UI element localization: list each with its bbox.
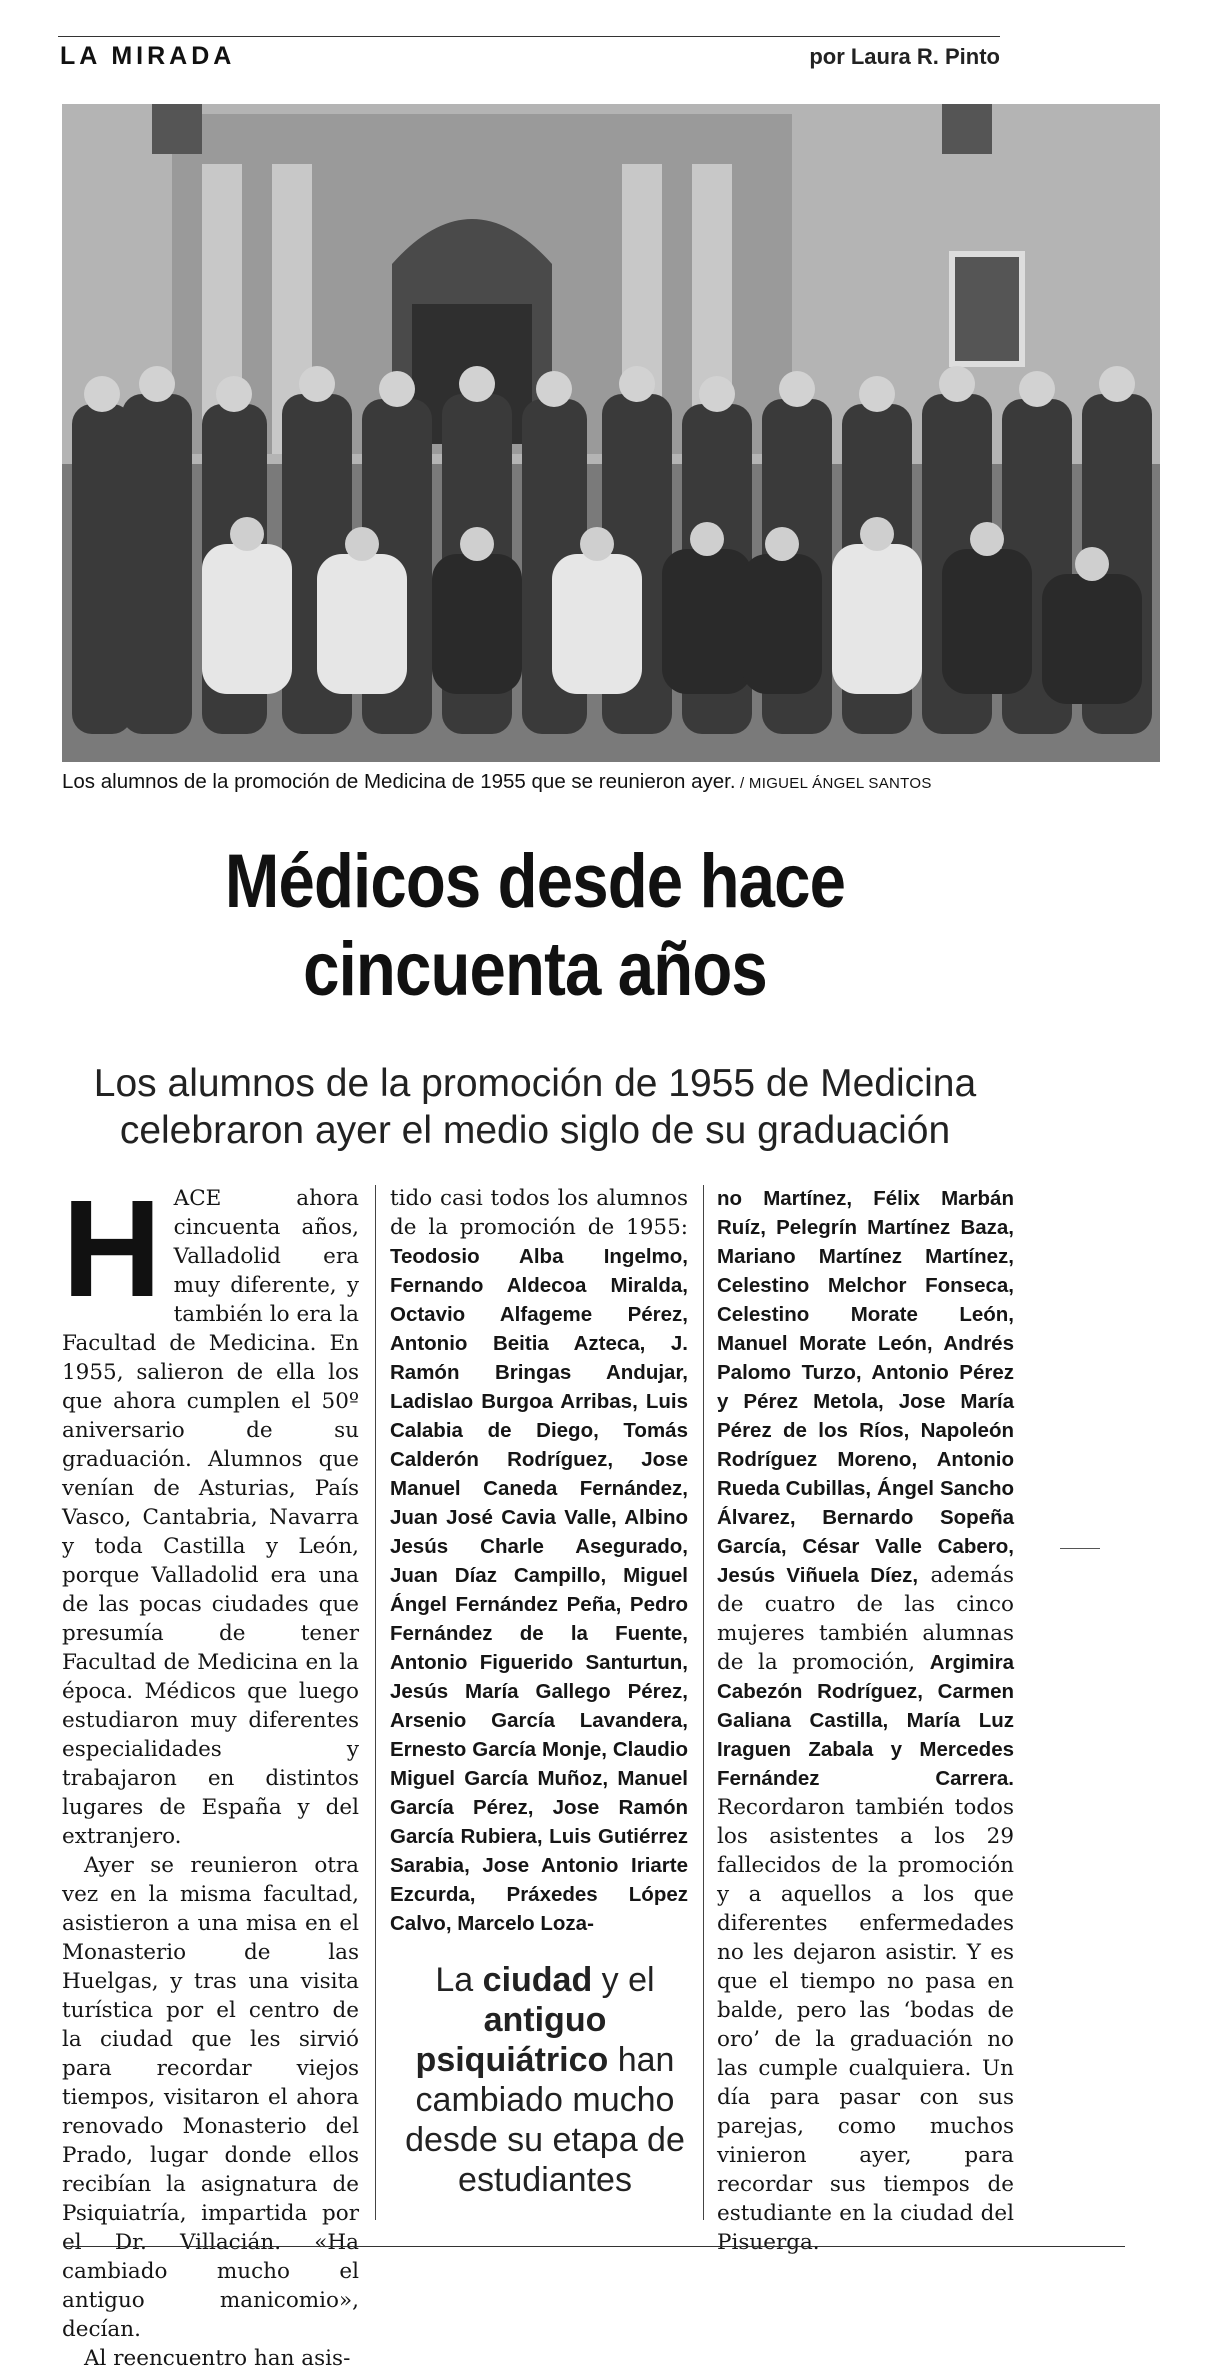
photo-credit: / MIGUEL ÁNGEL SANTOS [735, 775, 932, 792]
caption-text: Los alumnos de la promoción de Medicina de 1955 que se reunieron ayer. [62, 770, 736, 793]
photo-caption [62, 770, 1162, 794]
margin-dash [1060, 1548, 1100, 1549]
column-1-paragraph-3: Al reencuentro han asis- [84, 2346, 351, 2371]
byline: por Laura R. Pinto [809, 44, 1000, 69]
bottom-rule [65, 2246, 1125, 2247]
pull-quote [400, 1960, 690, 2200]
top-rule [58, 36, 1000, 37]
column-2 [390, 1184, 688, 1938]
alumni-names-list-2: no Martínez, Félix Marbán Ruíz, Pelegrín Martínez Baza, Mariano Martínez Martínez, Celestino Melchor Fonseca, Celestino Morate León, Manuel Morate León, Andrés Palomo Turzo, Antonio Pérez y Pérez Metola, Jose María Pérez de los Ríos, Napoleón Rodríguez Moreno, Antonio Rueda Cubillas, Ángel Sancho Álvarez, Bernardo Sopeña García, César Valle Cabero, Jesús Viñuela Díez, [717, 1187, 1014, 1587]
section-label: LA MIRADA [60, 42, 236, 70]
headline [161, 838, 909, 1014]
column-3 [717, 1184, 1014, 2257]
column-3-text-2: Recordaron también todos los asistentes a los 29 fallecidos de la promoción y a aquellos a los que diferentes enfermedades no les dejaron asistir. Y es que el tiempo no pasa en balde, pero las ‘bodas de oro’ de la graduación no las cumple cualquiera. Un día para pasar con sus parejas, como muchos vinieron ayer, para recordar sus tiempos de estudiante en la ciudad del Pisuerga. [717, 1795, 1014, 2255]
dropcap: H [62, 1172, 162, 1326]
pull-quote-bold-2: antiguo psiquiátrico [415, 2001, 609, 2079]
column-2-intro: tido casi todos los alumnos de la promoción de 1955: [390, 1186, 688, 1240]
column-divider-2 [703, 1185, 704, 2220]
pull-quote-text-1: La [435, 1961, 483, 1999]
group-photo [62, 104, 1160, 762]
headline-line-2: cincuenta años [303, 927, 767, 1012]
pull-quote-text-3: han cambiado mucho desde su etapa de estudiantes [405, 2041, 685, 2199]
column-1 [62, 1172, 359, 2373]
subheadline: Los alumnos de la promoción de 1955 de Medicina celebraron ayer el medio siglo de su graduación [93, 1062, 977, 1152]
pull-quote-text-2: y el [592, 1961, 655, 1999]
alumnae-names-list: Argimira Cabezón Rodríguez, Carmen Galiana Castilla, María Luz Iraguen Zabala y Mercedes Fernández Carrera. [717, 1651, 1014, 1790]
column-1-paragraph-1: ACE ahora cincuenta años, Valladolid era muy diferente, y también lo era la Facultad de Medicina. En 1955, salieron de ella los que ahora cumplen el 50º aniversario de su graduación. Alumnos que venían de Asturias, País Vasco, Cantabria, Navarra y toda Castilla y León, porque Valladolid era una de las pocas ciudades que presumía de tener Facultad de Medicina en la época. Médicos que luego estudiaron muy diferentes especialidades y trabajaron en distintos lugares de España y del extranjero. [62, 1186, 359, 1849]
alumni-names-list-1: Teodosio Alba Ingelmo, Fernando Aldecoa Miralda, Octavio Alfageme Pérez, Antonio Beitia Azteca, J. Ramón Bringas Andujar, Ladislao Burgoa Arribas, Luis Calabia de Diego, Tomás Calderón Rodríguez, Jose Manuel Caneda Fernández, Juan José Cavia Valle, Albino Jesús Charle Asegurado, Juan Díaz Campillo, Miguel Ángel Fernández Peña, Pedro Fernández de la Fuente, Antonio Figuerido Santurtun, Jesús María Gallego Pérez, Arsenio García Lavandera, Ernesto García Monje, Claudio Miguel García Muñoz, Manuel García Pérez, Jose Ramón García Rubiera, Luis Gutiérrez Sarabia, Jose Antonio Iriarte Ezcurda, Práxedes López Calvo, Marcelo Loza- [390, 1245, 688, 1935]
pull-quote-bold-1: ciudad [482, 1961, 593, 1999]
headline-line-1: Médicos desde hace [224, 839, 846, 924]
column-3-text-1: además de cuatro de las cinco mujeres también alumnas de la promoción, [717, 1563, 1014, 1675]
column-divider-1 [375, 1185, 376, 2220]
group-photo-illustration [62, 104, 1160, 762]
column-1-paragraph-2: Ayer se reunieron otra vez en la misma facultad, asistieron a una misa en el Monasterio de las Huelgas, y tras una visita turística por el centro de la ciudad que les sirvió para recordar viejos tiempos, visitaron el ahora renovado Monasterio del Prado, lugar donde ellos recibían la asignatura de Psiquiatría, impartida por el Dr. Villacián. «Ha cambiado mucho el antiguo manicomio», decían. [62, 1853, 359, 2342]
